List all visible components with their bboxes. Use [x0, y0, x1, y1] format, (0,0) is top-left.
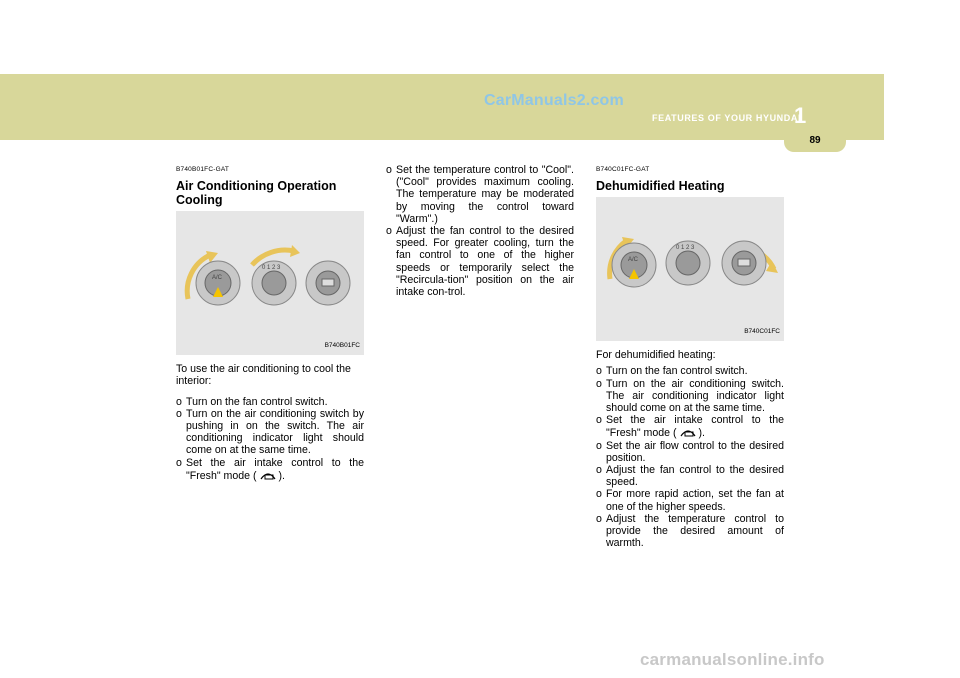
list-item: o Set the temperature control to "Cool". ("Cool" provides maximum cooling. The temperature may be moderated by moving the control toward "Warm".) [386, 164, 574, 225]
fresh-air-icon [679, 426, 697, 438]
list-item: o Adjust the fan control to the desired speed. For greater cooling, turn the fan control to one of the higher speeds or temporarily select the "Recircula-tion" position on the air intake con-trol. [386, 225, 574, 298]
section-heading: Dehumidified Heating [596, 179, 725, 194]
intro-text: For dehumidified heating: [596, 349, 716, 362]
control-knobs-illustration [596, 197, 784, 341]
ac-button-icon: A/C [628, 257, 639, 264]
list-item: o Turn on the air conditioning switch by pushing in on the switch. The air conditioning indicator light should come on at the same time. [176, 408, 364, 457]
svg-text:0 1 2 3: 0 1 2 3 [676, 245, 695, 252]
section-code: B740B01FC-GAT [176, 166, 230, 173]
section-code: B740C01FC-GAT [596, 166, 650, 173]
list-item: o Turn on the fan control switch. [596, 365, 784, 377]
section-title: FEATURES OF YOUR HYUNDAI [652, 113, 802, 123]
list-item: o Turn on the air conditioning switch. The air conditioning indicator light should come on at the same time. [596, 378, 784, 415]
svg-text:0 1 2 3: 0 1 2 3 [262, 265, 281, 272]
list-item: o Set the air intake control to the "Fresh" mode ( ). [176, 457, 364, 482]
bullet-list [596, 365, 784, 549]
fresh-air-icon [738, 259, 750, 266]
control-panel-figure [596, 197, 784, 341]
chapter-number: 1 [794, 103, 807, 128]
watermark-top: CarManuals2.com [484, 92, 624, 109]
list-item: o Set the air intake control to the "Fresh" mode ( ). [596, 414, 784, 439]
column-3 [596, 164, 784, 549]
section-heading: Air Conditioning Operation Cooling [176, 179, 337, 208]
bullet-list [176, 396, 364, 482]
list-item: o Adjust the fan control to the desired speed. [596, 464, 784, 488]
list-item: o Turn on the fan control switch. [176, 396, 364, 408]
column-2 [386, 164, 574, 298]
figure-code: B740C01FC [744, 328, 780, 335]
control-knobs-illustration [176, 211, 364, 355]
rotation-arrow-head-icon [290, 245, 300, 257]
watermark-bottom: carmanualsonline.info [640, 650, 825, 669]
header-band [0, 74, 884, 140]
list-item: o Set the air flow control to the desired position. [596, 440, 784, 464]
list-item: o For more rapid action, set the fan at one of the higher speeds. [596, 488, 784, 512]
figure-code: B740B01FC [324, 342, 360, 349]
list-item: o Adjust the temperature control to provide the desired amount of warmth. [596, 513, 784, 550]
intro-text: To use the air conditioning to cool the interior: [176, 363, 351, 388]
page-number: 89 [809, 135, 821, 146]
ac-button-icon: A/C [212, 275, 223, 282]
column-1 [176, 164, 364, 482]
fresh-air-icon [322, 279, 334, 286]
control-panel-figure [176, 211, 364, 355]
fresh-air-icon [259, 469, 277, 481]
page-tab [784, 134, 846, 152]
bullet-list [386, 164, 574, 298]
